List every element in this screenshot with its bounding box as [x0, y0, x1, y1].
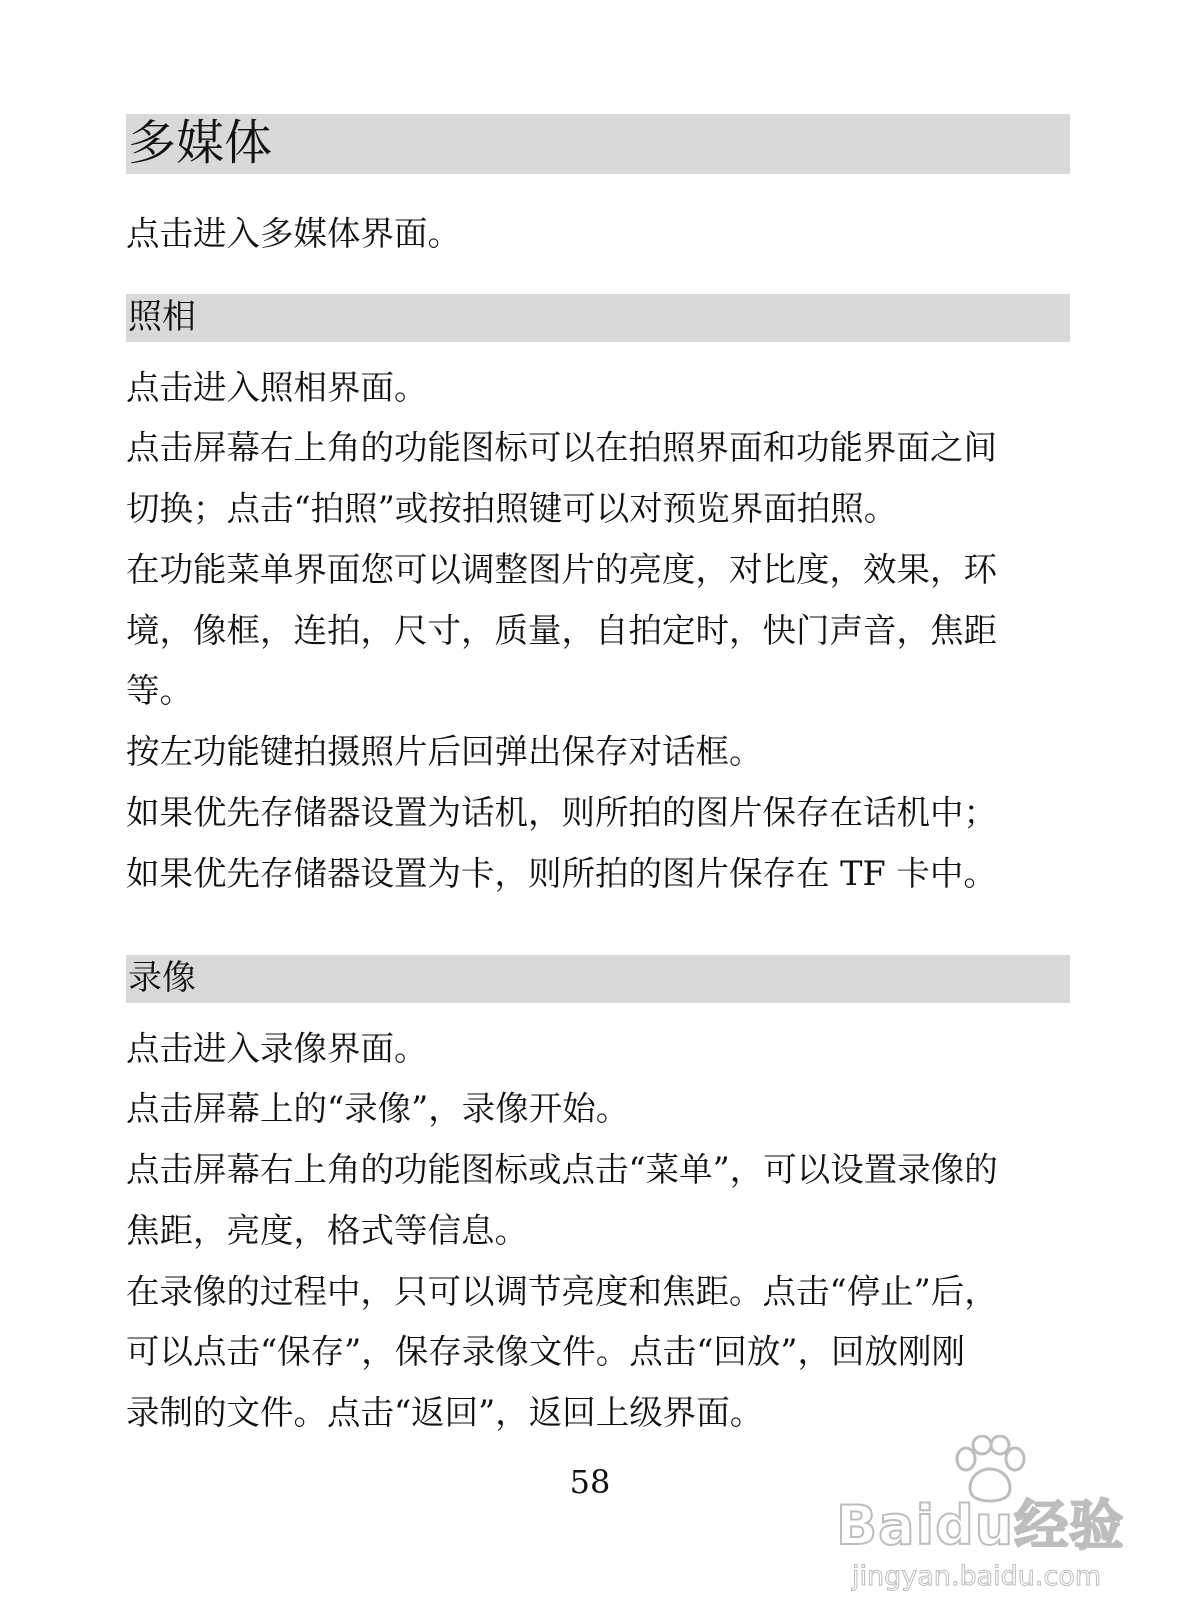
- text-line: 等。: [126, 671, 193, 710]
- section-heading-bar: [126, 955, 1070, 1003]
- intro-text: 点击进入多媒体界面。: [126, 214, 461, 253]
- text-line: 焦距，亮度，格式等信息。: [126, 1211, 528, 1250]
- text-line: 点击进入照相界面。: [126, 368, 428, 407]
- section-heading-photo: 照相: [128, 297, 196, 337]
- text-line: 点击屏幕上的“录像”，录像开始。: [126, 1089, 630, 1128]
- text-line: 按左功能键拍摄照片后回弹出保存对话框。: [126, 732, 763, 771]
- text-line: 可以点击“保存”，保存录像文件。点击“回放”，回放刚刚: [126, 1332, 966, 1371]
- text-line: 如果优先存储器设置为话机，则所拍的图片保存在话机中；: [126, 793, 997, 832]
- text-line: 录制的文件。点击“返回”，返回上级界面。: [126, 1393, 764, 1432]
- text-line: 切换；点击“拍照”或按拍照键可以对预览界面拍照。: [126, 489, 898, 528]
- watermark-logo-text: Baidu经验: [836, 1494, 1125, 1557]
- text-line: 点击屏幕右上角的功能图标可以在拍照界面和功能界面之间: [126, 428, 997, 467]
- section-heading-video: 录像: [128, 958, 196, 998]
- page-number: 58: [569, 1463, 611, 1501]
- title-bar: [126, 114, 1070, 174]
- text-line: 如果优先存储器设置为卡，则所拍的图片保存在 TF 卡中。: [126, 854, 997, 893]
- watermark-url: jingyan.baidu.com: [852, 1561, 1102, 1592]
- text-line: 境，像框，连拍，尺寸，质量，自拍定时，快门声音，焦距: [126, 611, 997, 650]
- text-line: 在功能菜单界面您可以调整图片的亮度，对比度，效果，环: [126, 550, 997, 589]
- baidu-watermark: [836, 1435, 1156, 1605]
- text-line: 点击进入录像界面。: [126, 1029, 428, 1068]
- text-line: 点击屏幕右上角的功能图标或点击“菜单”，可以设置录像的: [126, 1150, 998, 1189]
- page-title: 多媒体: [128, 115, 273, 171]
- text-line: 在录像的过程中，只可以调节亮度和焦距。点击“停止”后，: [126, 1272, 998, 1311]
- section-heading-bar: [126, 294, 1070, 342]
